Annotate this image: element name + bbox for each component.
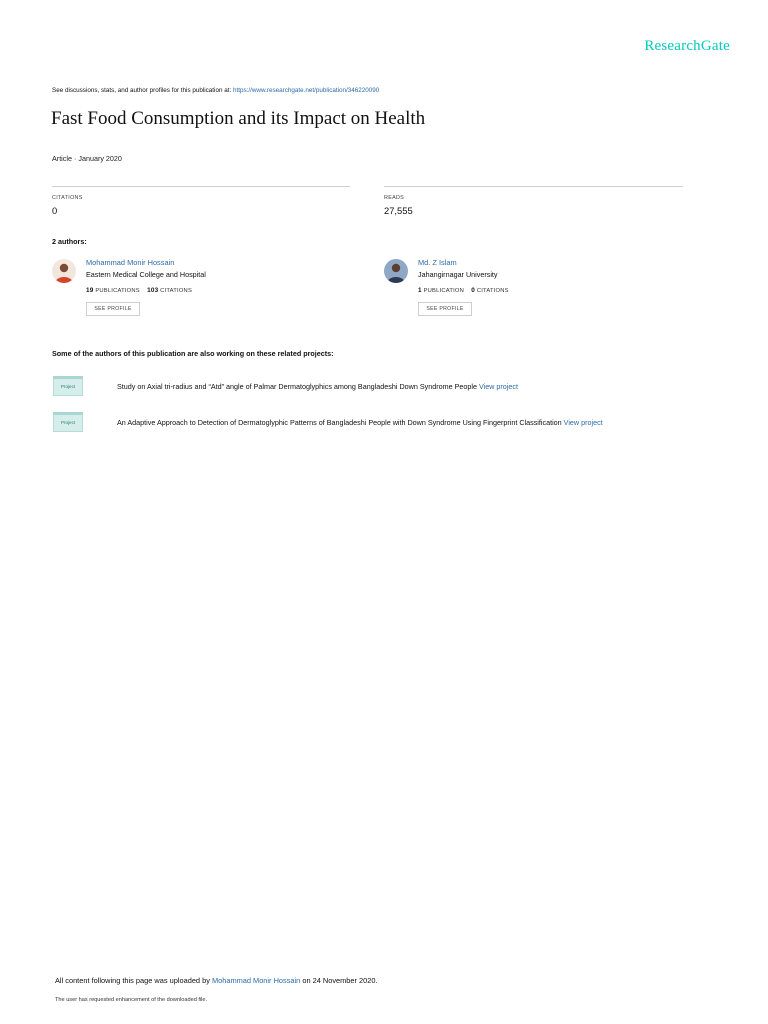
author-institution-1: Eastern Medical College and Hospital xyxy=(86,270,206,279)
author-publications-count-1: 19 xyxy=(86,287,94,294)
author-citations-count-1: 103 xyxy=(147,287,159,294)
upload-notice-prefix: All content following this page was uploaded by xyxy=(55,976,210,985)
project-item-2 xyxy=(117,418,603,427)
author-citations-count-2: 0 xyxy=(471,287,476,294)
author-stats-2 xyxy=(418,287,509,294)
author-citations-label-2: CITATIONS xyxy=(476,288,509,294)
view-project-link-2[interactable]: View project xyxy=(563,418,603,427)
avatar-photo-icon xyxy=(384,259,408,283)
author-institution-2: Jahangirnagar University xyxy=(418,270,498,279)
see-profile-button-2[interactable]: SEE PROFILE xyxy=(418,302,472,316)
citations-divider xyxy=(52,186,350,187)
related-projects-heading: Some of the authors of this publication are also working on these related projects: xyxy=(52,349,334,358)
authors-heading: 2 authors: xyxy=(52,237,87,246)
upload-notice-suffix: on 24 November 2020. xyxy=(302,976,378,985)
citations-label: CITATIONS xyxy=(52,195,83,201)
project-item-1 xyxy=(117,382,518,391)
project-title-1: Study on Axial tri-radius and “Atd” angle of Palmar Dermatoglyphics among Bangladeshi Down Syndrome People xyxy=(117,382,477,391)
see-discussions-line xyxy=(52,87,379,94)
author-stats-1 xyxy=(86,287,192,294)
citations-value: 0 xyxy=(52,205,58,216)
reads-value: 27,555 xyxy=(384,205,413,216)
view-project-link-1[interactable]: View project xyxy=(478,382,518,391)
project-thumbnail-1[interactable]: Project xyxy=(53,376,83,396)
reads-label: READS xyxy=(384,195,405,201)
see-profile-button-1[interactable]: SEE PROFILE xyxy=(86,302,140,316)
enhancement-note: The user has requested enhancement of the downloaded file. xyxy=(55,997,208,1003)
publication-url-link[interactable]: https://www.researchgate.net/publication/346220090 xyxy=(232,87,380,94)
author-name-1[interactable]: Mohammad Monir Hossain xyxy=(86,258,175,267)
reads-divider xyxy=(384,186,683,187)
see-discussions-text: See discussions, stats, and author profiles for this publication at: xyxy=(52,87,232,94)
project-thumbnail-2[interactable]: Project xyxy=(53,412,83,432)
article-type-date: Article · January 2020 xyxy=(52,154,122,163)
author-avatar-1[interactable] xyxy=(52,259,76,283)
author-publications-label-1: PUBLICATIONS xyxy=(95,288,140,294)
author-citations-label-1: CITATIONS xyxy=(160,288,193,294)
author-avatar-2[interactable] xyxy=(384,259,408,283)
project-title-2: An Adaptive Approach to Detection of Dermatoglyphic Patterns of Bangladeshi People with Down Syndrome Using Fingerprint Classification xyxy=(117,418,562,427)
uploader-link[interactable]: Mohammad Monir Hossain xyxy=(211,976,301,985)
author-publications-label-2: PUBLICATION xyxy=(423,288,465,294)
author-publications-count-2: 1 xyxy=(418,287,422,294)
publication-title: Fast Food Consumption and its Impact on Health xyxy=(51,108,426,129)
avatar-photo-icon xyxy=(52,259,76,283)
upload-notice xyxy=(55,976,378,985)
author-name-2[interactable]: Md. Z Islam xyxy=(418,258,457,267)
researchgate-logo[interactable]: ResearchGate xyxy=(644,38,730,54)
